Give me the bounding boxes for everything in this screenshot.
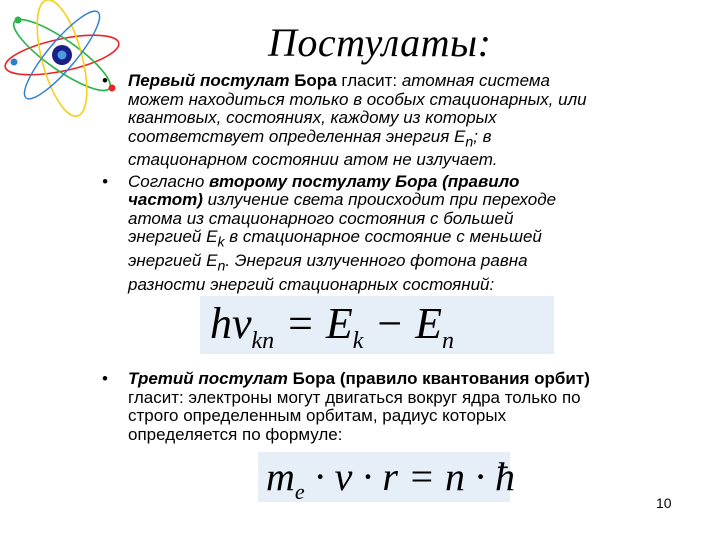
bullet-list — [98, 72, 698, 295]
b3-line-4: определяется по формуле: — [128, 424, 343, 444]
bullet-dot: • — [102, 71, 108, 90]
b3-line-2: гласит: электроны могут двигаться вокруг ядра только по — [128, 387, 581, 407]
formula-photon-energy: $h\nu_{kn} = E_k - E_n$ — [200, 296, 554, 354]
b2-line-6: разности энергий стационарных состояний: — [128, 275, 495, 295]
b2-line-5: энергией $E_n$. Энергия излученного фотона равна — [128, 251, 528, 275]
b1-line-1: Первый постулат Бора гласит: атомная система — [128, 71, 550, 90]
b2-line-3: атома из стационарного состояния с большей — [128, 208, 514, 228]
bullet-dot: • — [102, 369, 108, 388]
b1-line-5: стационарном состоянии атом не излучает. — [128, 150, 498, 170]
bullet-third-postulate — [98, 370, 720, 444]
b1-line-3: квантовых, состояниях, каждому из которых — [128, 108, 497, 127]
page-number: 10 — [656, 495, 672, 511]
formula-orbit-quantization: $m_e \cdot v \cdot r = n$ · ħ — [258, 452, 510, 502]
nucleus-inner — [58, 51, 67, 60]
b1-line-4: соответствует определенная энергия $E_n$; в — [128, 126, 492, 150]
b2-line-2: частот) излучение света происходит при переходе — [128, 190, 557, 210]
bullet-dot: • — [102, 171, 108, 191]
b1-line-2: может находиться только в особых стационарных, или — [128, 89, 587, 109]
b2-line-1: Согласно второму постулату Бора (правило — [128, 171, 520, 191]
bullet-second-postulate — [98, 173, 698, 295]
b3-line-1: Третий постулат Бора (правило квантования орбит) — [128, 369, 590, 388]
electron-blue — [11, 59, 18, 66]
slide-title: Постулаты: — [268, 20, 492, 65]
electron-green — [15, 17, 22, 24]
bullet-first-postulate — [98, 72, 698, 170]
b3-line-3: строго определенным орбитам, радиус которых — [128, 406, 507, 425]
b2-line-4: энергией $E_k$ в стационарное состояние с меньшей — [128, 227, 542, 251]
